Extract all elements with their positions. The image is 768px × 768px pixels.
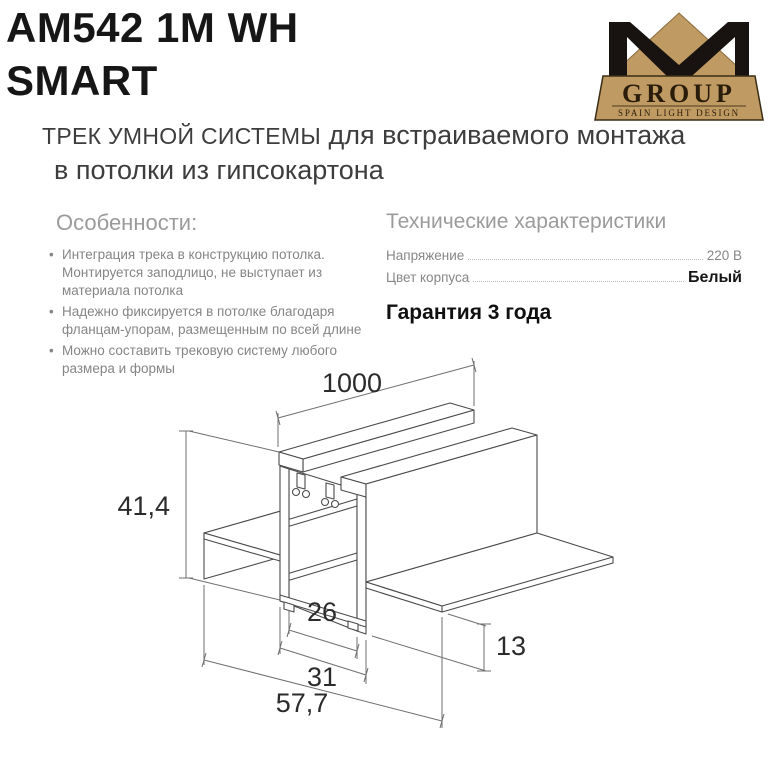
dim-outer-width-label: 31 <box>306 662 338 692</box>
logo-group-text: GROUP <box>622 79 736 108</box>
spec-value: Белый <box>687 269 742 286</box>
product-title-line2: SMART <box>6 56 158 104</box>
subtitle-rest: для встраиваемого монтажа <box>321 120 686 150</box>
product-title-line1: AM542 1M WH <box>6 4 299 51</box>
subtitle-line2: в потолки из гипсокартона <box>54 155 384 185</box>
dim-height <box>117 431 280 600</box>
feature-item: • Интеграция трека в конструкцию потолка. Монтируется заподлицо, не выступает из материала потолка <box>62 246 389 300</box>
features-heading: Особенности: <box>56 210 198 235</box>
spec-label: Напряжение <box>386 248 465 263</box>
dim-inner-width-label: 26 <box>306 597 338 627</box>
dim-length-label: 1000 <box>321 368 383 398</box>
feature-item: • Надежно фиксируется в потолке благодаря фланцам-упорам, размещенным по всей длине <box>62 303 389 339</box>
spec-value: 220 В <box>706 248 742 263</box>
warranty-text: Гарантия 3 года <box>386 301 552 324</box>
left-wall <box>280 466 289 604</box>
dim-flange <box>372 614 526 671</box>
right-wall <box>357 494 366 634</box>
dim-flange-label: 13 <box>496 631 527 661</box>
feature-item: • Можно составить трековую систему любого размера и формы <box>62 342 389 378</box>
logo-tagline-text: SPAIN LIGHT DESIGN <box>618 108 740 118</box>
spec-label: Цвет корпуса <box>386 270 470 285</box>
subtitle-caps: ТРЕК УМНОЙ СИСТЕМЫ <box>42 123 322 149</box>
dim-height-label: 41,4 <box>117 491 170 521</box>
dim-overall-width-label: 57,7 <box>275 688 329 718</box>
specs-heading: Технические характеристики <box>386 210 667 233</box>
